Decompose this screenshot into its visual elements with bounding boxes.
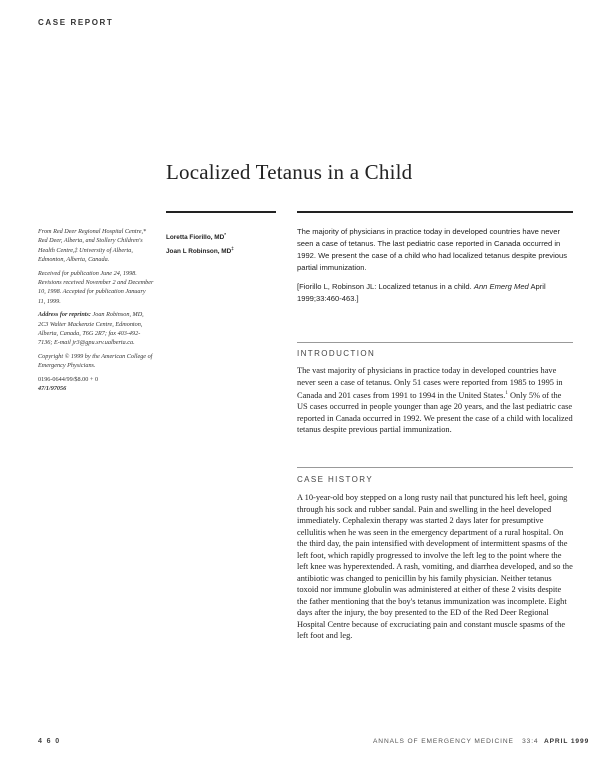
article-title: Localized Tetanus in a Child bbox=[166, 160, 413, 184]
abstract-text: The majority of physicians in practice today in developed countries have never seen a case of tetanus. The last pediatric case reported in Canada occurred in 1992. We present the case of a child who had localized tetanus despite previous partial immunization. bbox=[297, 227, 568, 272]
author-name: Loretta Fiorillo, MD* bbox=[166, 232, 226, 242]
case-history-heading: CASE HISTORY bbox=[297, 475, 374, 484]
reprint-address: Address for reprints: Joan Robinson, MD, 2C3 Walter Mackenzie Centre, Edmonton, Alberta, Canada, T6G 2R7; fax 403-492-7136; E-mail jr3@gpu.srv.ualberta.ca. bbox=[38, 311, 144, 347]
affiliation: From Red Deer Regional Hospital Centre,* Red Deer, Alberta, and Stollery Children's Health Centre,‡ University of Alberta, Edmonton, Alberta, Canada. bbox=[38, 228, 147, 264]
case-history-body: A 10-year-old boy stepped on a long rusty nail that punctured his left heel, going through his sock and rubber sandal. Pain and swelling in the heel developed immediately. Cephalexin therapy was started 2 days later for presumptive cellulitis when he was seen in the emergency department of a rural hospital. On the third day, the pain intensified with development of intermittent spasms of the left foot, which rapidly progressed to involve the left leg to the point where the left knee was hyperextended. A rash, vomiting, and diarrhea developed, and so the antibiotic was changed to penicillin by his family physician. Neither tetanus toxoid nor immune globulin was administered at either of these 2 visits despite the father mentioning that the boy's tetanus immunization was incomplete. Eight days after the injury, the boy presented to the ED of the Red Deer Regional Hospital Centre because of excruciating pain and constant muscle spasms of the left foot and leg. bbox=[297, 493, 573, 640]
citation: [Fiorillo L, Robinson JL: Localized tetanus in a child. Ann Emerg Med April 1999;33:460-463.] bbox=[297, 282, 546, 303]
introduction-body: The vast majority of physicians in practice today in developed countries have never seen a case of tetanus. Only 51 cases were reported from 1985 to 1995 in Canada and 201 cases from 1991 to 1994 in the United States.$^1$ Only 5% of the US cases occurred in people younger than age 20 years, and the last pediatric case reported in Canada occurred in 1992. We present the case of a child with localized tetanus despite previous partial immunization. bbox=[297, 366, 573, 435]
title-rule-right bbox=[297, 211, 573, 213]
page-number: 4 6 0 bbox=[38, 738, 61, 745]
received-dates: Received for publication June 24, 1998. Revisions received November 2 and December 10, 1998. Accepted for publication January 11, 1999. bbox=[38, 269, 154, 305]
author-name: Joan L Robinson, MD‡ bbox=[166, 246, 234, 256]
section-label: CASE REPORT bbox=[38, 18, 114, 27]
author-list bbox=[166, 229, 234, 257]
introduction-heading: INTRODUCTION bbox=[297, 349, 376, 358]
abstract bbox=[297, 226, 573, 312]
case-history-rule bbox=[297, 467, 573, 468]
title-rule-left bbox=[166, 211, 276, 213]
doi: 0196-0644/99/$8.00 + 0 47/1/97056 bbox=[38, 375, 99, 393]
intro-rule bbox=[297, 342, 573, 343]
running-footer: ANNALS OF EMERGENCY MEDICINE 33:4 APRIL 1999 bbox=[373, 738, 590, 745]
copyright: Copyright © 1999 by the American College of Emergency Physicians. bbox=[38, 352, 153, 370]
article-sidebar bbox=[38, 227, 154, 394]
